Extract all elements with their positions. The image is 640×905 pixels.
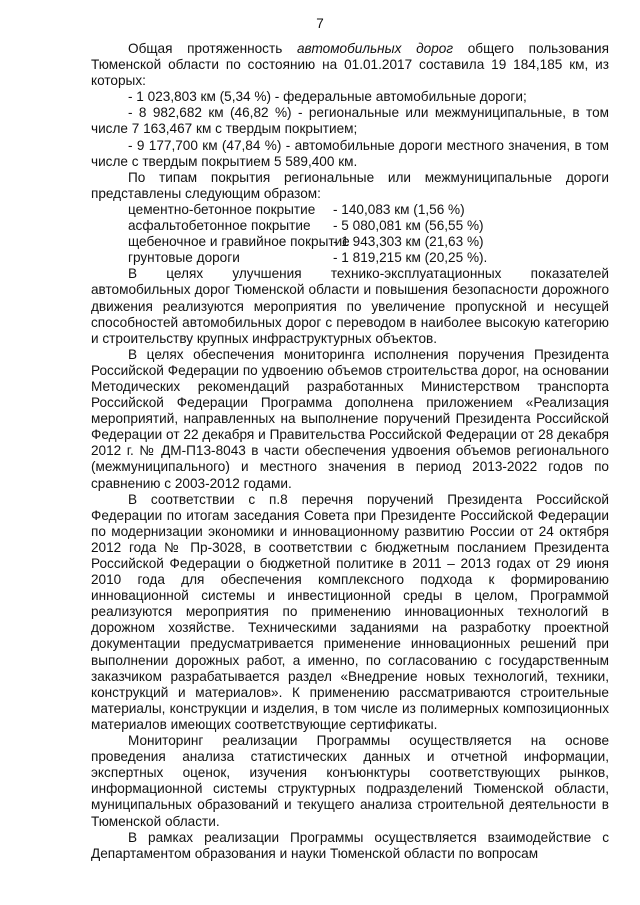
coverage-row — [91, 234, 609, 250]
coverage-value: - 1 819,215 км (20,25 %). — [333, 250, 488, 266]
coverage-value: - 1 943,303 км (21,63 %) — [333, 234, 484, 250]
intro-text-after: общего пользования Тюменской области по состоянию на 01.01.2017 составила 19 184,185 км, из которых: — [91, 41, 609, 89]
intro-emphasis: автомобильных дорог — [297, 41, 454, 56]
coverage-type: цементно-бетонное покрытие — [128, 201, 316, 217]
coverage-row — [91, 218, 609, 234]
paragraph-monitoring-order: В целях обеспечения мониторинга исполнения поручения Президента Российской Федерации по удвоению объемов строительства дорог, на основании Методических рекомендаций разработанных Министерством транспорта Российской Федерации Программа дополнена приложением «Реализация мероприятий, направленных на выполнение поручений Президента Российской Федерации от 22 декабря и Правительства Российской Федерации от 28 декабря 2012 г. № ДМ-П13-8043 в части обеспечения удвоения объемов регионального (межмуниципального) и местного значения в период 2013-2022 годов по сравнению с 2003-2012 годами. — [91, 346, 609, 491]
coverage-row — [91, 250, 609, 266]
paragraph-safety: В целях улучшения технико-эксплуатационных показателей автомобильных дорог Тюменской области и повышения безопасности дорожного движения реализуются мероприятия по увеличение пропускной и несущей способностей автомобильных дорог с переводом в наиболее высокую категорию и строительству крупных инфраструктурных объектов. — [91, 266, 609, 346]
paragraph-monitoring-program: Мониторинг реализации Программы осуществляется на основе проведения анализа статистических данных и отчетной информации, экспертных оценок, изучения конъюнктуры соответствующих рынков, информационной системы структурных подразделений Тюменской области, муниципальных образований и текущего анализа строительной деятельности в Тюменской области. — [91, 733, 609, 829]
coverage-list — [91, 202, 609, 266]
bullet-local: - 9 177,700 км (47,84 %) - автомобильные дороги местного значения, в том числе с твердым покрытием 5 589,400 км. — [91, 137, 609, 169]
intro-paragraph — [91, 41, 609, 89]
page-number: 7 — [316, 16, 324, 31]
coverage-type: щебеночное и гравийное покрытие — [128, 234, 350, 250]
paragraph-interaction: В рамках реализации Программы осуществляется взаимодействие с Департаментом образования и науки Тюменской области по вопросам — [91, 829, 609, 861]
bullet-regional: - 8 982,682 км (46,82 %) - региональные или межмуниципальные, в том числе 7 163,467 км с твердым покрытием; — [91, 105, 609, 137]
coverage-intro: По типам покрытия региональные или межмуниципальные дороги представлены следующим образом: — [91, 169, 609, 201]
paragraph-innovation: В соответствии с п.8 перечня поручений Президента Российской Федерации по итогам заседания Совета при Президенте Российской Федерации по модернизации экономики и инновационному развитию России от 24 октября 2012 года № Пр-3028, в соответствии с бюджетным посланием Президента Российской Федерации о бюджетной политике в 2011 – 2013 годах от 29 июня 2010 года для обеспечения комплексного подхода к формированию инновационной системы и инвестиционной среды в целом, Программой реализуются мероприятия по применению инновационных технологий в дорожном хозяйстве. Техническими заданиями на разработку проектной документации предусматривается применение инновационных решений при выполнении дорожных работ, а именно, по согласованию с государственным заказчиком разрабатывается раздел «Внедрение новых технологий, техники, конструкций и материалов». К применению рассматриваются строительные материалы, конструкции и изделия, в том числе из полимерных композиционных материалов имеющих соответствующие сертификаты. — [91, 491, 609, 732]
intro-text-before: Общая протяженность — [128, 41, 297, 56]
coverage-type: асфальтобетонное покрытие — [128, 218, 311, 234]
coverage-row — [91, 202, 609, 218]
document-body — [91, 41, 609, 862]
coverage-type: грунтовые дороги — [128, 250, 240, 266]
bullet-federal: - 1 023,803 км (5,34 %) - федеральные автомобильные дороги; — [128, 89, 527, 105]
coverage-value: - 140,083 км (1,56 %) — [333, 201, 465, 217]
coverage-value: - 5 080,081 км (56,55 %) — [333, 218, 484, 234]
